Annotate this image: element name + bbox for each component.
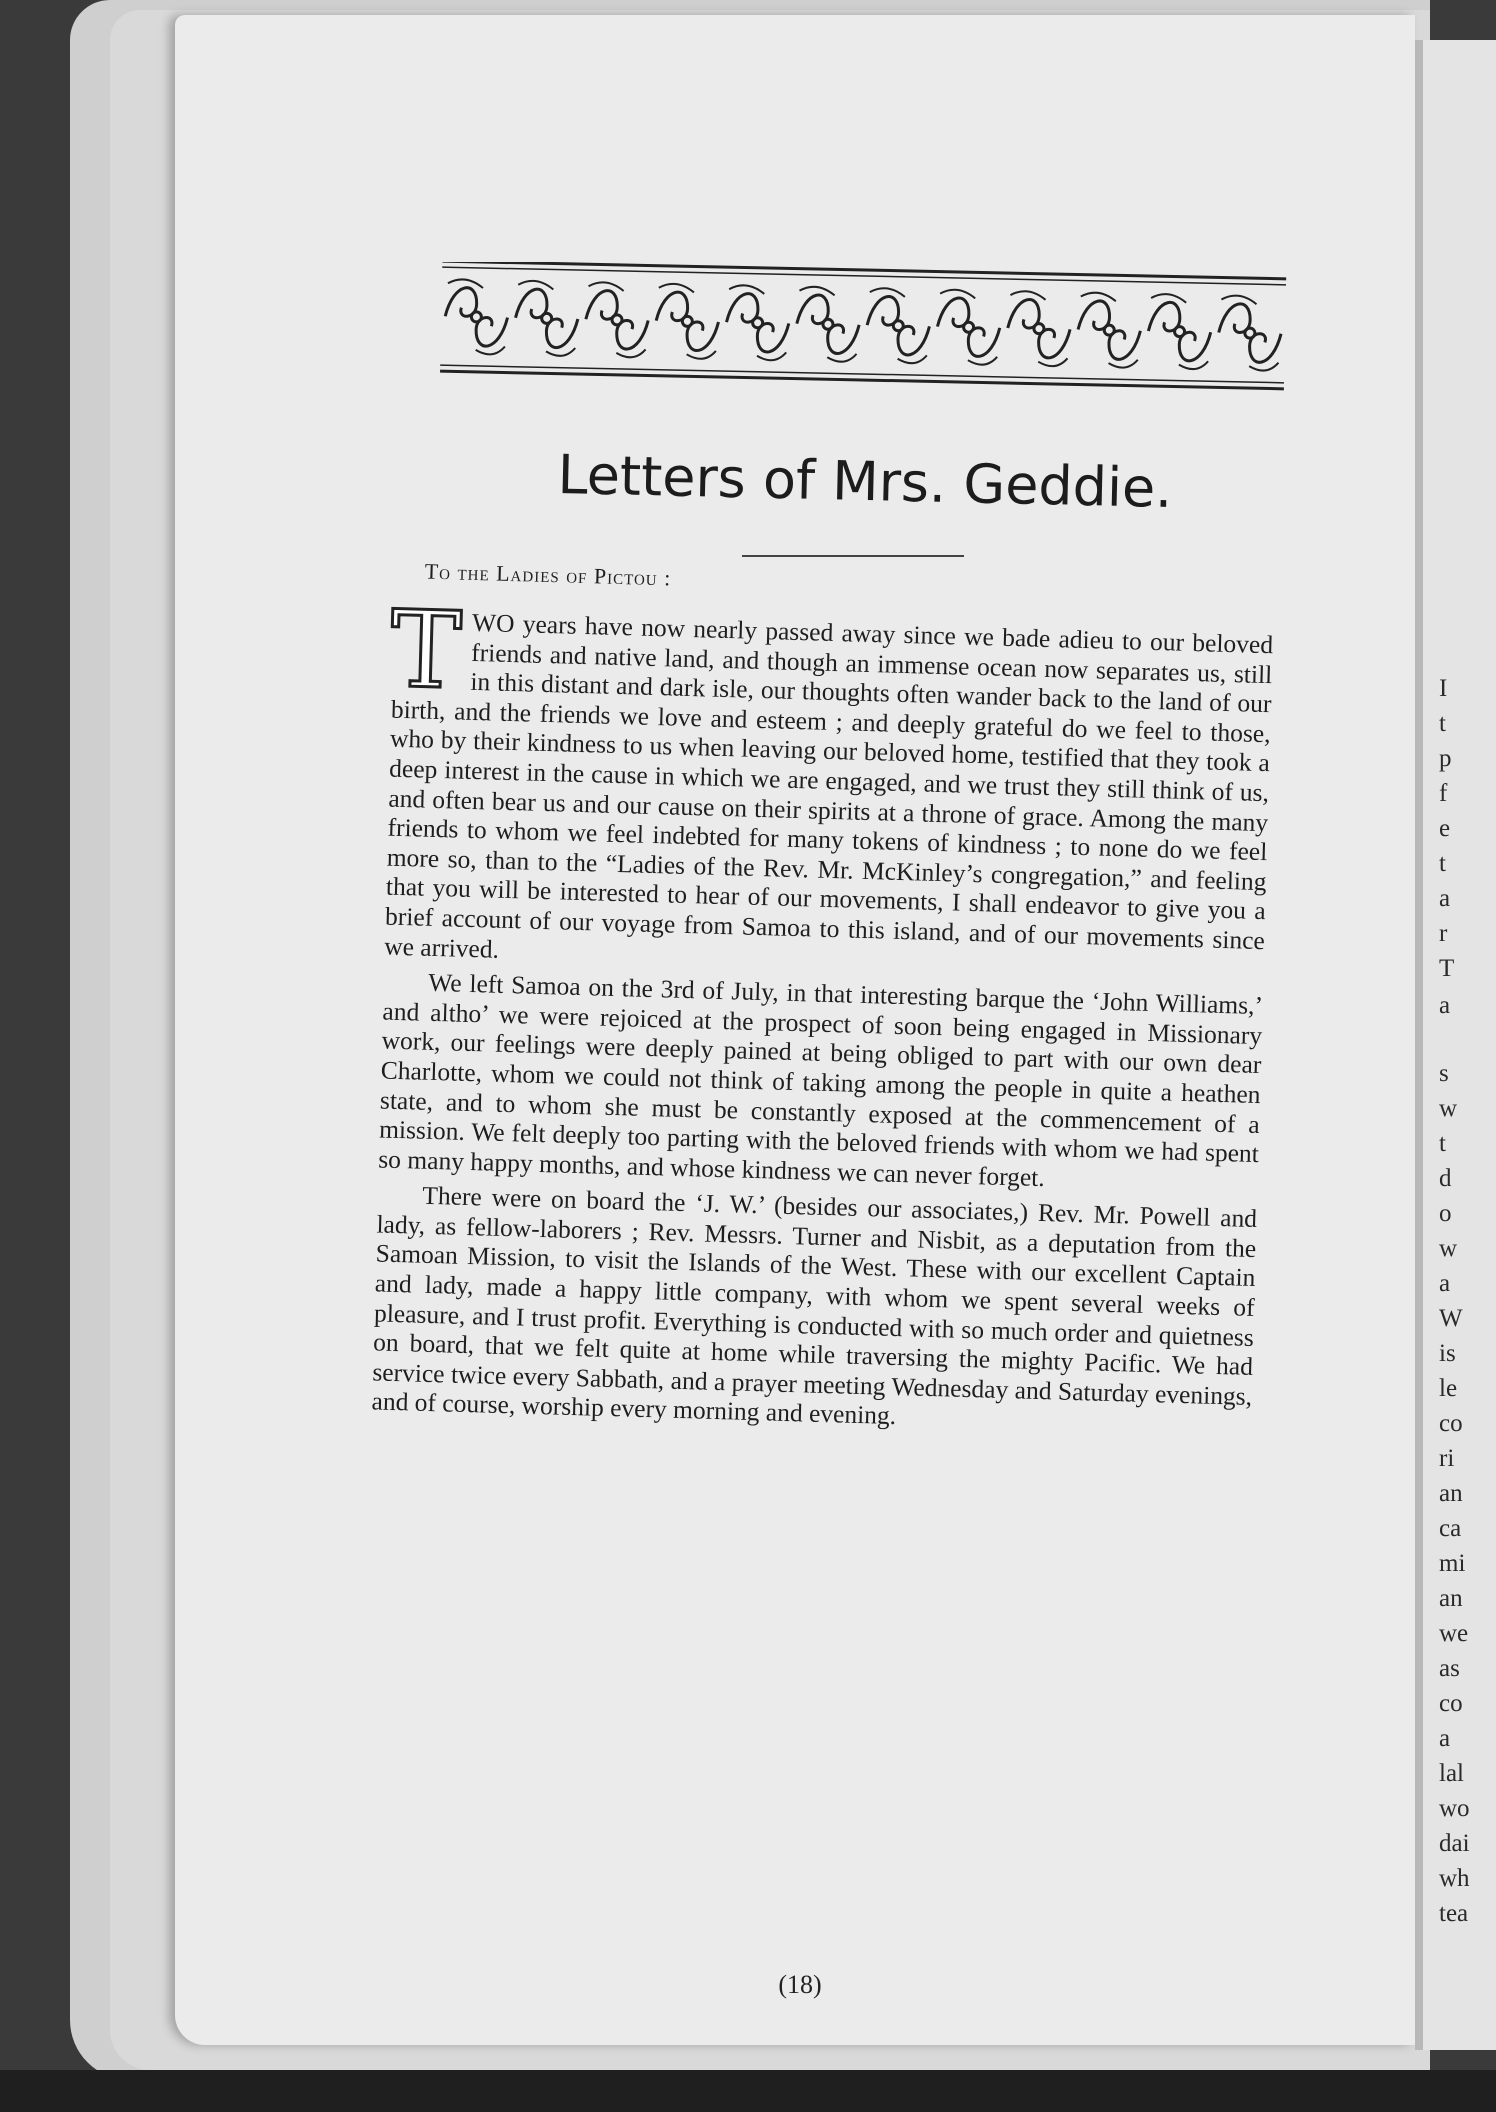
facing-page-fragment: w bbox=[1439, 1095, 1458, 1122]
facing-page-fragment: lal bbox=[1439, 1760, 1464, 1787]
page-title: Letters of Mrs. Geddie. bbox=[556, 443, 1174, 520]
facing-page-fragment: wo bbox=[1439, 1795, 1470, 1822]
facing-page-fragment: s bbox=[1439, 1060, 1449, 1087]
letter-body bbox=[371, 558, 1275, 1441]
scan-bottom-edge bbox=[0, 2070, 1496, 2112]
paragraph-2: We left Samoa on the 3rd of July, in that interesting barque the ‘John Williams,’ and altho’ we were rejoiced at the prospect of soon being engaged in Missionary work, our feelings were deeply pained at being obliged to part with our own dear Charlotte, whom we could not think of taking among the people in quite a heathen state, and to whom she must be constantly exposed at the commencement of a mission. We felt deeply too parting with the beloved friends with whom we had spent so many happy months, and whose kindness we can never forget. bbox=[377, 967, 1264, 1192]
facing-page-fragment: p bbox=[1439, 745, 1452, 772]
facing-page-edge bbox=[1415, 40, 1496, 2050]
facing-page-fragment: w bbox=[1439, 1235, 1458, 1262]
facing-page-fragment: I bbox=[1439, 675, 1448, 702]
facing-page-fragment: an bbox=[1439, 1585, 1463, 1612]
facing-page-fragment: is bbox=[1439, 1340, 1456, 1367]
facing-page-fragment: wh bbox=[1439, 1865, 1470, 1892]
paragraph-3: There were on board the ‘J. W.’ (besides our associates,) Rev. Mr. Powell and lady, as fellow-laborers ; Rev. Messrs. Turner and Nisbit, as a deputation from the Samoan Mission, to visit the Islands of the West. These with our excellent Captain and lady, made a happy little company, with whom we spent several weeks of pleasure, and I trust profit. Everything is conducted with so much order and quietness on board, that we felt quite at home while traversing the mighty Pacific. We had service twice every Sabbath, and a prayer meeting Wednesday and Saturday evenings, and of course, worship every morning and evening. bbox=[371, 1181, 1258, 1431]
facing-page-fragment: ri bbox=[1439, 1445, 1455, 1472]
facing-page-fragment: co bbox=[1439, 1690, 1463, 1717]
facing-page-fragment: a bbox=[1439, 1270, 1451, 1297]
facing-page-fragment: a bbox=[1439, 885, 1451, 912]
paragraph-1-text: WO years have now nearly passed away since we bade adieu to our beloved friends and native land, and though an immense ocean now separates us, still in this distant and dark isle, our thoughts often wander back to the land of our birth, and the friends we love and esteem ; and deeply grateful do we feel to those, who by their kindness to us when leaving our beloved home, testified that they took a deep interest in the cause in which we are engaged, and we trust they still think of us, and often bear us and our cause on their spirits at a throne of grace. Among the many friends to whom we feel indebted for many tokens of kindness ; to none do we feel more so, than to the “Ladies of the Rev. Mr. McKinley’s congregation,” and feeling that you will be interested to hear of our movements, I shall endeavor to give you a brief account of our voyage from Samoa to this island, and of our movements since we arrived. bbox=[383, 607, 1274, 964]
page-number: (18) bbox=[778, 1970, 822, 1999]
ornamental-header-band bbox=[437, 262, 1289, 400]
facing-page-fragment: tea bbox=[1439, 1900, 1469, 1927]
facing-page-fragment: d bbox=[1439, 1165, 1452, 1192]
facing-page-fragment: an bbox=[1439, 1480, 1463, 1507]
facing-page-fragment: T bbox=[1439, 955, 1455, 982]
facing-page-fragment: t bbox=[1439, 1130, 1446, 1157]
facing-page-fragment: ca bbox=[1439, 1515, 1462, 1542]
facing-page-fragment: co bbox=[1439, 1410, 1463, 1437]
facing-page-fragment: o bbox=[1439, 1200, 1452, 1227]
facing-page-fragment: t bbox=[1439, 850, 1446, 877]
facing-page-fragment: r bbox=[1439, 920, 1448, 947]
title-divider bbox=[742, 555, 964, 557]
facing-page-fragment: le bbox=[1439, 1375, 1458, 1402]
facing-page-fragment: e bbox=[1439, 815, 1451, 842]
paragraph-1 bbox=[383, 587, 1274, 986]
facing-page-fragment: a bbox=[1439, 1725, 1451, 1752]
drop-cap: T bbox=[388, 587, 464, 713]
facing-page-fragment: as bbox=[1439, 1655, 1460, 1682]
salutation: To the Ladies of Pictou : bbox=[424, 558, 672, 591]
facing-page-fragment: t bbox=[1439, 710, 1446, 737]
facing-page-fragment: a bbox=[1439, 992, 1451, 1019]
facing-page-fragment: f bbox=[1439, 780, 1448, 807]
facing-page-fragment: dai bbox=[1439, 1830, 1470, 1857]
facing-page-fragment: W bbox=[1439, 1305, 1463, 1332]
facing-page-fragment: mi bbox=[1439, 1550, 1466, 1577]
facing-page-fragment: we bbox=[1439, 1620, 1469, 1647]
